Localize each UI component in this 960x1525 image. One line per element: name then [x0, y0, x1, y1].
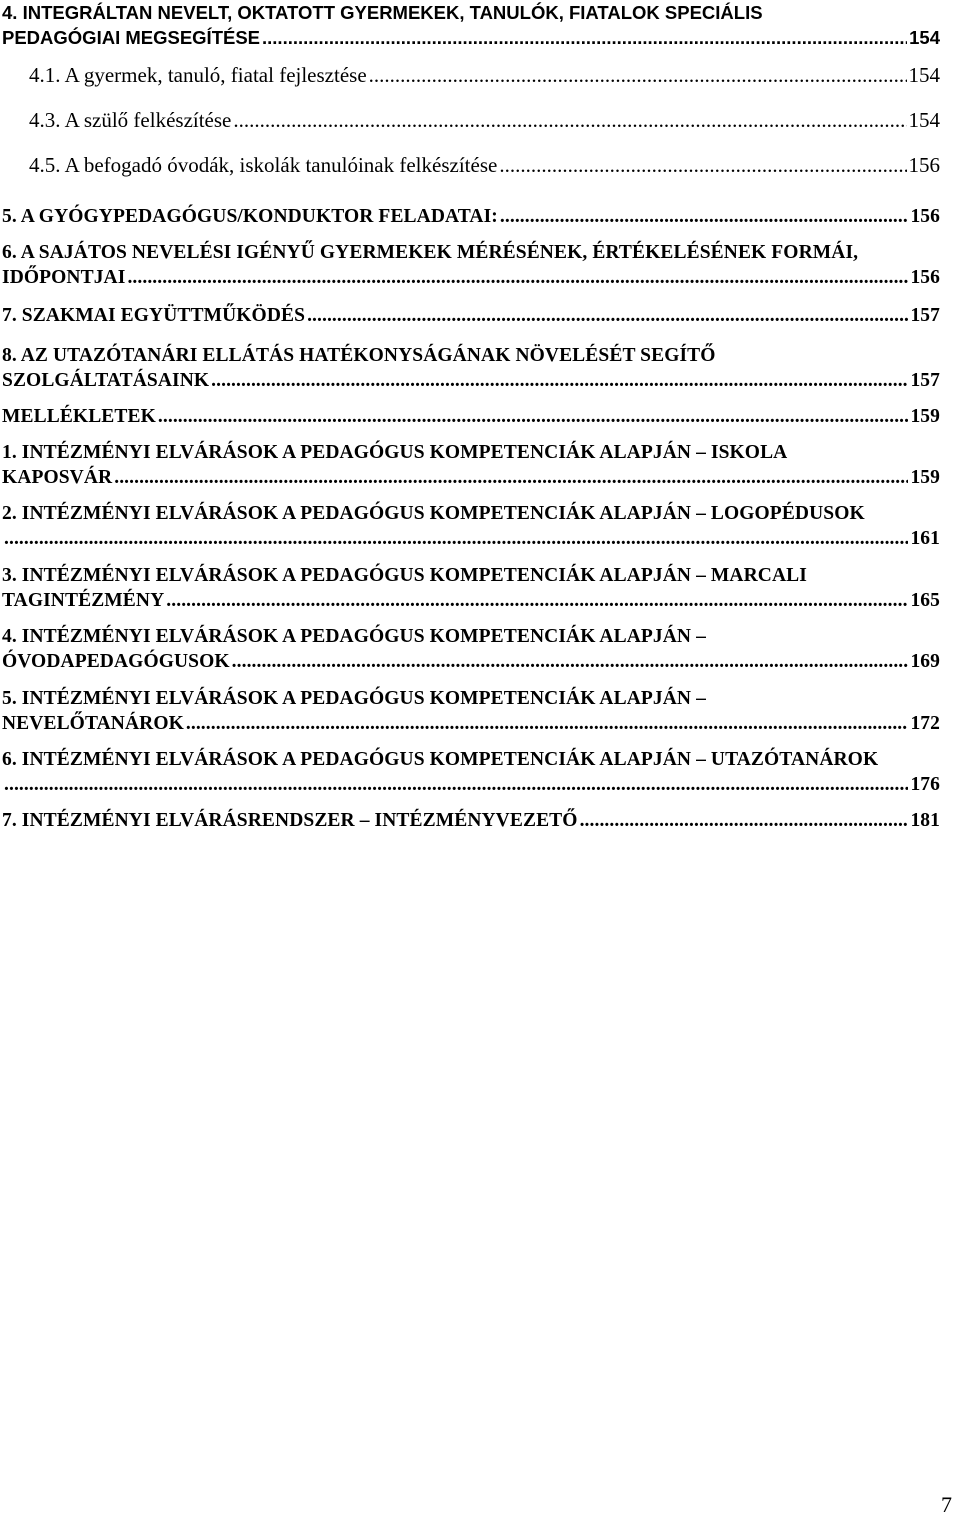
dot-leader [166, 588, 908, 614]
toc-entry-page: 176 [910, 774, 940, 795]
toc-entry-title: TAGINTÉZMÉNY [2, 590, 165, 611]
toc-entry-title: 4. INTEGRÁLTAN NEVELT, OKTATOTT GYERMEKEK, TANULÓK, FIATALOK SPECIÁLIS [2, 2, 763, 23]
toc-entry-page: 165 [910, 590, 940, 611]
toc-entry-title: 5. A GYÓGYPEDAGÓGUS/KONDUKTOR FELADATAI: [2, 206, 498, 227]
toc-entry-page: 157 [910, 305, 940, 326]
toc-entry-title: 5. INTÉZMÉNYI ELVÁRÁSOK A PEDAGÓGUS KOMPETENCIÁK ALAPJÁN – [2, 688, 706, 709]
toc-entry-page: 156 [908, 153, 940, 177]
toc-entry-title: 6. A SAJÁTOS NEVELÉSI IGÉNYŰ GYERMEKEK MÉRÉSÉNEK, ÉRTÉKELÉSÉNEK FORMÁI, [2, 242, 859, 263]
toc-entry-page: 169 [910, 651, 940, 672]
dot-leader [262, 25, 907, 51]
dot-leader [186, 711, 909, 737]
toc-entry-page: 156 [910, 206, 940, 227]
toc-entry-page: 157 [910, 370, 940, 391]
toc-entry-title: 7. INTÉZMÉNYI ELVÁRÁSRENDSZER – INTÉZMÉNYVEZETŐ [2, 810, 578, 831]
dot-leader [499, 152, 906, 178]
toc-entry-title: 6. INTÉZMÉNYI ELVÁRÁSOK A PEDAGÓGUS KOMPETENCIÁK ALAPJÁN – UTAZÓTANÁROK [2, 749, 879, 770]
toc-entry-title: 3. INTÉZMÉNYI ELVÁRÁSOK A PEDAGÓGUS KOMPETENCIÁK ALAPJÁN – MARCALI [2, 565, 807, 586]
dot-leader [4, 772, 908, 798]
dot-leader [232, 649, 909, 675]
toc-entry-title: PEDAGÓGIAI MEGSEGÍTÉSE [2, 27, 261, 48]
toc-entry-title: 7. SZAKMAI EGYÜTTMŰKÖDÉS [2, 305, 306, 326]
toc-entry-title: 4.3. A szülő felkészítése [29, 108, 232, 132]
toc-entry-title: ÓVODAPEDAGÓGUSOK [2, 651, 230, 672]
toc-entry-title: NEVELŐTANÁROK [2, 713, 184, 734]
page-number: 7 [941, 1492, 952, 1517]
toc-entry-page: 154 [909, 27, 940, 48]
dot-leader [127, 265, 908, 291]
toc-entry-page: 154 [908, 108, 940, 132]
dot-leader [580, 808, 909, 834]
toc-entry-page: 154 [908, 63, 940, 87]
toc-entry-page: 159 [910, 467, 940, 488]
toc-entry-title: 1. INTÉZMÉNYI ELVÁRÁSOK A PEDAGÓGUS KOMPETENCIÁK ALAPJÁN – ISKOLA [2, 442, 788, 463]
dot-leader [158, 404, 909, 430]
dot-leader [500, 204, 909, 230]
dot-leader [211, 368, 908, 394]
toc-entry-title: 8. AZ UTAZÓTANÁRI ELLÁTÁS HATÉKONYSÁGÁNAK NÖVELÉSÉT SEGÍTŐ [2, 345, 716, 366]
toc-entry-page: 156 [910, 267, 940, 288]
toc-entry-page: 161 [910, 528, 940, 549]
toc-entry-page: 159 [910, 406, 940, 427]
toc-entry-page: 181 [910, 810, 940, 831]
toc-entry-title: 4. INTÉZMÉNYI ELVÁRÁSOK A PEDAGÓGUS KOMPETENCIÁK ALAPJÁN – [2, 626, 706, 647]
toc-entry-title: IDŐPONTJAI [2, 267, 126, 288]
toc-entry-page: 172 [910, 713, 940, 734]
dot-leader [369, 62, 907, 88]
toc-entry-title: KAPOSVÁR [2, 467, 113, 488]
toc-entry-title: 4.5. A befogadó óvodák, iskolák tanulóinak felkészítése [29, 153, 498, 177]
toc-entry-title: 4.1. A gyermek, tanuló, fiatal fejlesztése [29, 63, 367, 87]
dot-leader [4, 526, 908, 552]
dot-leader [233, 107, 906, 133]
dot-leader [307, 303, 908, 329]
toc-entry-title: MELLÉKLETEK [2, 406, 156, 427]
toc-entry-title: 2. INTÉZMÉNYI ELVÁRÁSOK A PEDAGÓGUS KOMPETENCIÁK ALAPJÁN – LOGOPÉDUSOK [2, 503, 865, 524]
dot-leader [114, 465, 908, 491]
toc-entry-title: SZOLGÁLTATÁSAINK [2, 370, 210, 391]
